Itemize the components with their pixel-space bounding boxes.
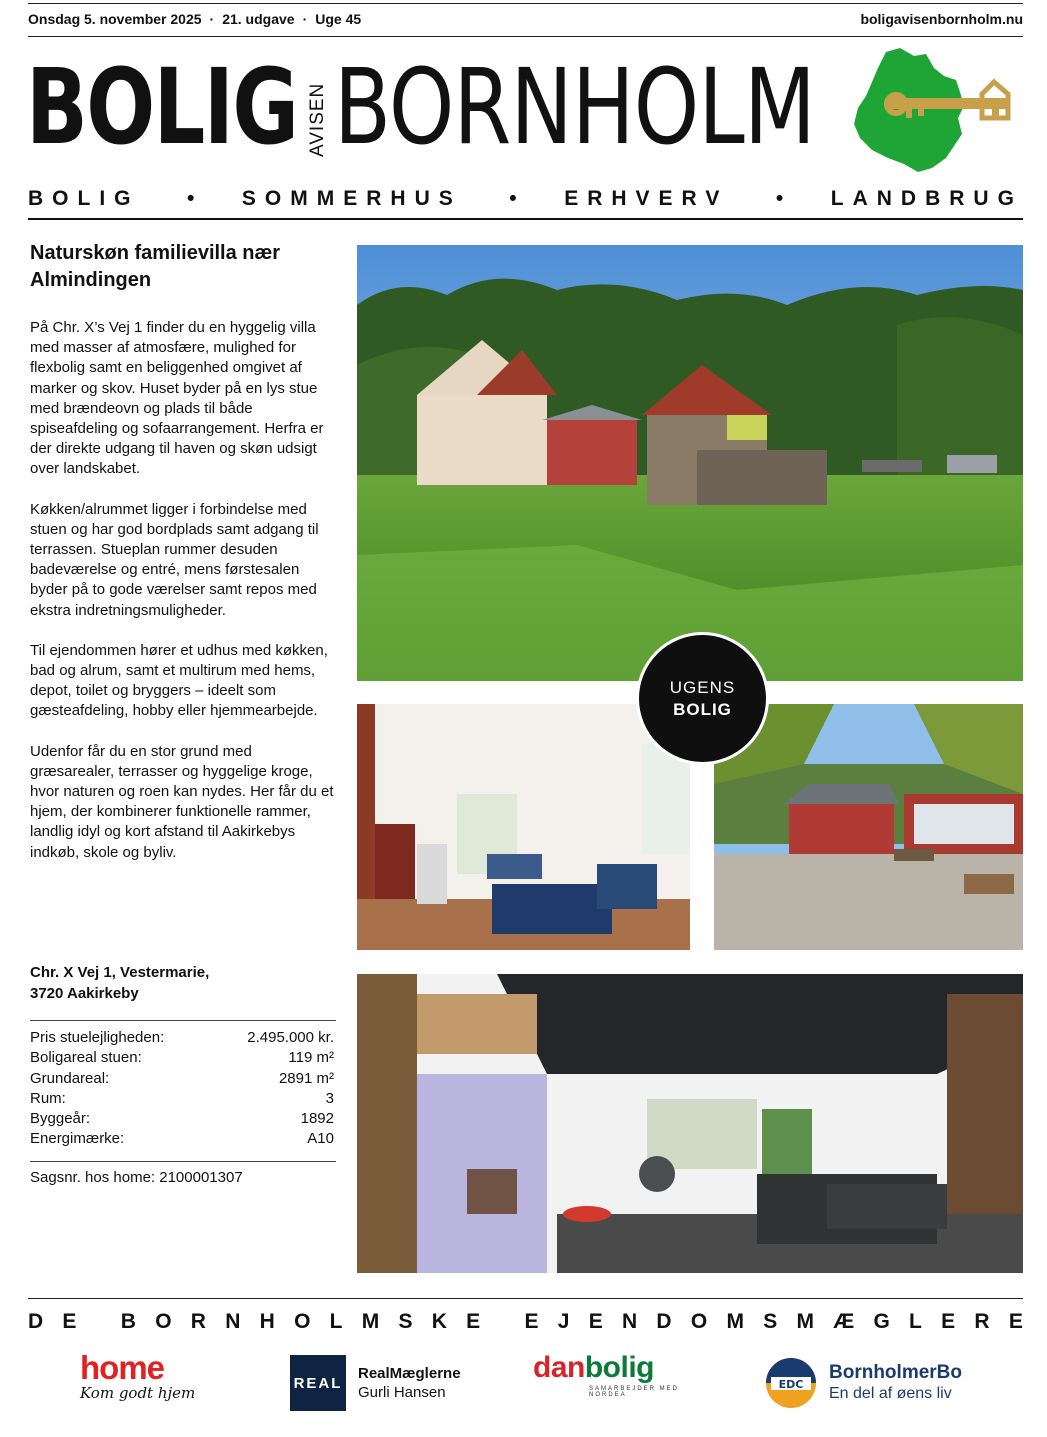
fact-value: 3 [325,1089,334,1107]
article-paragraph: Køkken/alrummet ligger i forbindelse med stuen og har god bordplads samt adgang til terrassen. Stueplan rummer desuden badeværelse og entré, mens førstesalen byder på to gode værelser samt repos med ekstra indretningsmuligheder. [30,500,319,619]
danbolig-tagline: SAMARBEJDER MED NORDEA [589,1386,680,1398]
fact-row [30,1028,334,1048]
footer-letter: E [524,1310,539,1333]
separator: · [209,11,215,27]
category-sommerhus: SOMMERHUS [241,187,462,210]
top-rule [28,3,1023,4]
footer-letter: O [155,1310,172,1333]
category-erhverv: ERHVERV [564,187,729,210]
article-paragraph: Udenfor får du en stor grund med græsarealer, terrasser og hyggelige kroge, hvor naturen og roen kan nydes. Her får du et hjem, der kombinerer funktionelle rammer, landlig idyl og kort afstand til Aakirkebys indkøb, skole og byliv. [30,742,334,861]
masthead-avisen: AVISEN [307,82,328,157]
real-box: REAL [290,1355,346,1411]
category-landbrug: LANDBRUG [830,187,1023,210]
fact-value: 119 m² [288,1049,334,1067]
footer-letter: E [466,1310,481,1333]
multiroom-photo[interactable] [357,974,1023,1273]
address-line-1: Chr. X Vej 1, Vestermarie, [30,964,210,981]
footer-rule [28,1298,1023,1299]
footer-letter: D [28,1310,44,1333]
property-address [30,962,336,1004]
separator: · [302,11,308,27]
footer-letter: J [557,1310,570,1333]
footer-letter: O [690,1310,708,1333]
badge-line-1: UGENS [669,677,736,697]
footer-letter: O [294,1310,311,1333]
edc-tagline: En del af øens liv [829,1385,952,1402]
footer-letter: R [974,1310,990,1333]
category-rule [28,218,1023,220]
category-line [28,184,1023,214]
footer-letter: E [62,1310,77,1333]
badge-line-2: BOLIG [673,699,732,719]
footer-gap [96,1310,102,1338]
category-bolig: BOLIG [28,187,140,210]
footer-letter: Æ [833,1310,855,1333]
facts-rule-bottom [30,1161,336,1162]
footer-letter: S [398,1310,413,1333]
footer-letter: N [225,1310,241,1333]
edc-name: BornholmerBo [829,1362,962,1383]
edc-emblem-icon [765,1357,817,1409]
masthead-bolig: BOLIG [26,46,298,168]
realmaeglerne-logo[interactable] [290,1350,480,1416]
category-dot: • [775,187,784,210]
fact-label: Energimærke: [30,1130,125,1148]
exterior-photo[interactable] [357,245,1023,681]
fact-value: A10 [307,1130,334,1148]
footer-gap [499,1310,505,1338]
fact-label: Byggeår: [30,1110,91,1128]
article-headline: Naturskøn familievilla nær Almindingen [30,242,281,291]
footer-tagline [28,1310,1023,1338]
footer-letter: D [656,1310,672,1333]
facts-rule [30,1020,336,1021]
footer-letter: E [1008,1310,1023,1333]
website-link[interactable]: boligavisenbornholm.nu [860,11,1023,27]
danbolig-bolig: bolig [584,1351,654,1384]
footer-letter: S [763,1310,778,1333]
address-line-2: 3720 Aakirkeby [30,985,139,1002]
footer-letter: E [588,1310,603,1333]
real-person: Gurli Hansen [358,1384,446,1401]
footer-letter: L [329,1310,343,1333]
fact-row [30,1089,334,1109]
masthead-bornholm: BORNHOLM [334,46,815,168]
interior-photo[interactable] [357,704,690,950]
home-tagline: Kom godt hjem [80,1384,196,1402]
footer-letter: E [941,1310,956,1333]
masthead [26,46,826,172]
home-logo[interactable] [80,1350,210,1416]
fact-label: Rum: [30,1089,66,1107]
case-number: Sagsnr. hos home: 2100001307 [30,1169,243,1186]
issue-edition: 21. udgave [222,11,295,27]
fact-row [30,1109,334,1129]
issue-date: Onsdag 5. november 2025 [28,11,202,27]
footer-letter: K [431,1310,447,1333]
fact-row [30,1048,334,1068]
footer-letter: M [361,1310,380,1333]
fact-label: Pris stuelejligheden: [30,1029,165,1046]
fact-label: Grundareal: [30,1069,110,1087]
fact-value: 2.495.000 kr. [247,1029,334,1046]
fact-value: 2891 m² [278,1069,334,1087]
category-dot: • [509,187,517,210]
facts-table [30,1028,334,1150]
article [30,240,336,883]
real-name: RealMæglerne [358,1365,461,1382]
bornholm-key-logo [848,46,1018,176]
footer-letter: H [259,1310,275,1333]
fact-label: Boligareal stuen: [30,1049,142,1067]
issue-bar [28,11,1023,31]
edc-logo[interactable] [765,1350,1025,1416]
article-paragraph: Til ejendommen hører et udhus med køkken, bad og alrum, samt et multirum med hems, depot, toilet og bryggers – ideelt som gæsteafdeling, hobby eller hjemmearbejde. [30,641,328,720]
fact-row [30,1069,334,1089]
footer-letter: M [796,1310,814,1333]
footer-letter: R [190,1310,206,1333]
danbolig-wordmark [533,1350,703,1386]
home-wordmark: home [80,1349,165,1386]
footer-letter: L [909,1310,922,1333]
danbolig-logo[interactable] [533,1350,703,1416]
edc-box-text: EDC [778,1378,804,1391]
danbolig-dan: dan [533,1351,585,1384]
courtyard-photo[interactable] [714,704,1023,950]
broker-logos [28,1350,1023,1416]
footer-letter: G [873,1310,890,1333]
footer-letter: N [622,1310,638,1333]
article-paragraph: På Chr. X’s Vej 1 finder du en hyggelig villa med masser af atmosfære, mulighed for flexbolig samt en beliggenhed omgivet af marker og skov. Huset byder på en lys stue med brændeovn og plads til både spiseafdeling og sofaarrangement. Herfra er der direkte udgang til haven og skøn udsigt over landskabet. [30,319,324,478]
top-rule-2 [28,36,1023,37]
category-dot: • [187,187,195,210]
fact-value: 1892 [300,1110,334,1128]
fact-row [30,1129,334,1149]
footer-letter: M [726,1310,744,1333]
footer-letter: B [120,1310,136,1333]
issue-week: Uge 45 [315,11,362,27]
ugens-bolig-badge [636,632,769,765]
